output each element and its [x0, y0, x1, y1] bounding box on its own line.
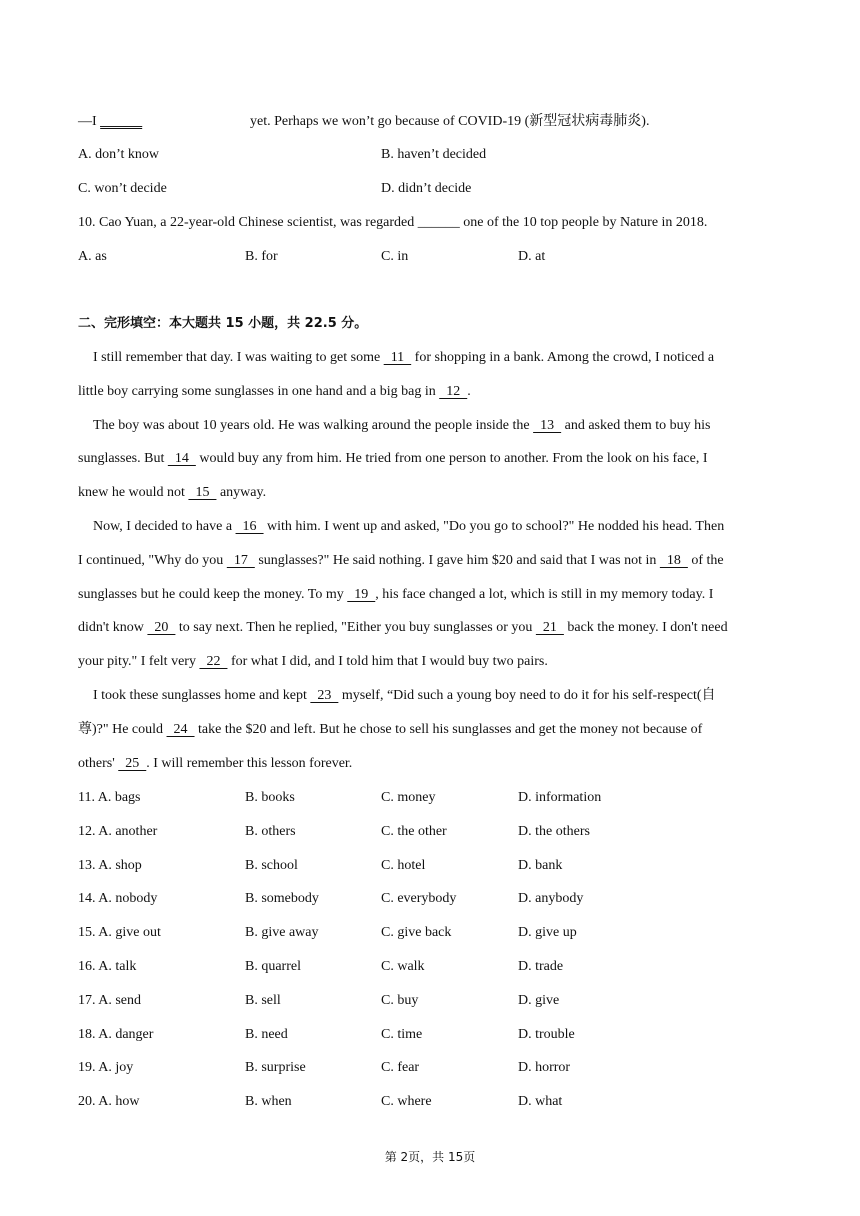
passage-text: and asked them to buy his — [561, 417, 711, 433]
passage-text: sunglasses. But — [78, 451, 168, 467]
q9-option-d: D. didn’t decide — [381, 181, 472, 196]
cloze-blank: 25 — [118, 755, 147, 771]
cloze-blank: 11 — [383, 350, 412, 365]
passage-line — [78, 382, 471, 402]
passage-line — [78, 585, 713, 605]
option-c: C. fear — [381, 1060, 420, 1076]
cloze-blank: 17 — [226, 552, 255, 568]
cloze-blank: 24 — [166, 721, 195, 737]
passage-line — [93, 517, 724, 537]
passage-text: sunglasses but he could keep the money. To my — [78, 586, 348, 602]
option-b: B. school — [245, 857, 298, 873]
q9-blank: ______ — [100, 114, 143, 129]
passage-text: . — [467, 383, 471, 399]
option-b: B. when — [245, 1094, 292, 1110]
passage-text: Now, I decided to have a — [93, 519, 236, 534]
passage-text: your pity." I felt very — [78, 654, 200, 670]
option-c: C. the other — [381, 823, 447, 839]
passage-line — [78, 618, 728, 638]
option-d: D. what — [518, 1094, 563, 1110]
q10-options — [78, 247, 778, 267]
section-heading: 二、完形填空：本大题共 15 小题，共 22.5 分。 — [78, 316, 368, 331]
cloze-blank: 12 — [439, 383, 468, 399]
question-row — [78, 991, 778, 1011]
passage-text: to say next. Then he replied, "Either you buy sunglasses or you — [175, 620, 536, 636]
option-a: 14. A. nobody — [78, 891, 158, 907]
option-b: B. sell — [245, 992, 281, 1008]
question-row — [78, 923, 778, 943]
passage-text: with him. I went up and asked, "Do you go to school?" He nodded his head. Then — [263, 519, 725, 534]
passage-text: myself, “Did such a young boy need to do it for his self-respect(自 — [338, 688, 716, 703]
option-b: B. books — [245, 790, 295, 805]
passage-line — [78, 483, 266, 503]
option-a: 18. A. danger — [78, 1026, 154, 1042]
option-a: 16. A. talk — [78, 959, 137, 974]
option-d: D. bank — [518, 857, 563, 873]
question-row — [78, 889, 778, 909]
option-a: 17. A. send — [78, 992, 141, 1008]
passage-text: back the money. I don't need — [563, 620, 728, 636]
option-a: 20. A. how — [78, 1094, 140, 1110]
option-d: D. give up — [518, 925, 577, 941]
option-c: C. hotel — [381, 857, 426, 873]
option-b: B. somebody — [245, 891, 319, 907]
page-footer: 第 2页，共 15页 — [384, 1150, 476, 1164]
passage-text: little boy carrying some sunglasses in one hand and a big bag in — [78, 383, 440, 399]
q9-option-a: A. don’t know — [78, 147, 160, 162]
cloze-blank: 16 — [235, 519, 264, 534]
q9-prefix: —I — [78, 114, 101, 129]
q9-option-c: C. won’t decide — [78, 181, 167, 196]
option-c: C. give back — [381, 925, 452, 941]
question-row — [78, 788, 778, 808]
q10-stem: 10. Cao Yuan, a 22-year-old Chinese scientist, was regarded ______ one of the 10 top people by Nature in 2018. — [78, 215, 708, 230]
option-b: B. give away — [245, 925, 319, 941]
option-c: C. walk — [381, 959, 425, 974]
passage-text: take the $20 and left. But he chose to sell his sunglasses and get the money not because of — [194, 721, 703, 737]
option-d: D. give — [518, 992, 560, 1008]
passage-text: I continued, "Why do you — [78, 552, 227, 568]
cloze-blank: 22 — [199, 654, 228, 670]
option-c: C. where — [381, 1094, 432, 1110]
option-b: B. others — [245, 823, 296, 839]
passage-text: . I will remember this lesson forever. — [146, 755, 353, 771]
passage-line — [93, 416, 710, 436]
passage-text: knew he would not — [78, 485, 189, 501]
cloze-blank: 20 — [147, 620, 176, 636]
cloze-blank: 23 — [310, 688, 339, 703]
passage-line — [78, 720, 702, 740]
q10-option-a: A. as — [78, 249, 107, 264]
passage-text: of the — [687, 552, 724, 568]
q9-options-row-2 — [78, 179, 778, 199]
question-row — [78, 957, 778, 977]
question-row — [78, 822, 778, 842]
question-row — [78, 1058, 778, 1078]
option-a: 12. A. another — [78, 823, 158, 839]
option-d: D. information — [518, 790, 602, 805]
option-d: D. trouble — [518, 1026, 575, 1042]
q10-option-b: B. for — [245, 249, 278, 264]
passage-text: would buy any from him. He tried from one person to another. From the look on his face, I — [195, 451, 708, 467]
option-a: 13. A. shop — [78, 857, 142, 873]
option-a: 19. A. joy — [78, 1060, 134, 1076]
q9-rest: yet. Perhaps we won’t go because of COVID-19 (新型冠状病毒肺炎). — [250, 114, 650, 129]
passage-text: The boy was about 10 years old. He was walking around the people inside the — [93, 417, 534, 433]
passage-text: sunglasses?" He said nothing. I gave him $20 and said that I was not in — [254, 552, 660, 568]
cloze-blank: 13 — [533, 417, 562, 433]
cloze-blank: 19 — [347, 586, 376, 602]
q9-stem — [78, 112, 142, 132]
passage-text: I took these sunglasses home and kept — [93, 688, 311, 703]
option-b: B. surprise — [245, 1060, 306, 1076]
passage-line — [78, 754, 352, 774]
passage-line — [93, 348, 714, 368]
passage-line — [78, 652, 548, 672]
option-b: B. need — [245, 1026, 288, 1042]
option-a: 15. A. give out — [78, 925, 161, 941]
passage-text: I still remember that day. I was waiting to get some — [93, 350, 384, 365]
passage-text: others' — [78, 755, 119, 771]
q10-option-c: C. in — [381, 249, 409, 264]
passage-text: didn't know — [78, 620, 148, 636]
passage-text: , his face changed a lot, which is still in my memory today. I — [375, 586, 714, 602]
option-c: C. money — [381, 790, 436, 805]
passage-text: for shopping in a bank. Among the crowd, I noticed a — [411, 350, 715, 365]
option-c: C. buy — [381, 992, 419, 1008]
option-a: 11. A. bags — [78, 790, 141, 805]
option-d: D. horror — [518, 1060, 571, 1076]
q9-options-row-1 — [78, 145, 778, 165]
passage-line — [78, 449, 708, 469]
cloze-blank: 21 — [535, 620, 564, 636]
cloze-blank: 14 — [167, 451, 196, 467]
option-d: D. the others — [518, 823, 590, 839]
option-d: D. anybody — [518, 891, 584, 907]
option-b: B. quarrel — [245, 959, 301, 974]
passage-line — [78, 551, 724, 571]
question-row — [78, 1025, 778, 1045]
cloze-blank: 18 — [659, 552, 688, 568]
q10-option-d: D. at — [518, 249, 546, 264]
question-row — [78, 1092, 778, 1112]
cloze-blank: 15 — [188, 485, 217, 501]
q9-option-b: B. haven’t decided — [381, 147, 487, 162]
option-c: C. time — [381, 1026, 423, 1042]
question-row — [78, 856, 778, 876]
passage-text: for what I did, and I told him that I would buy two pairs. — [227, 654, 548, 670]
option-d: D. trade — [518, 959, 564, 974]
option-c: C. everybody — [381, 891, 457, 907]
passage-text: 尊)?" He could — [78, 721, 167, 737]
passage-line — [93, 686, 716, 706]
passage-text: anyway. — [216, 485, 267, 501]
